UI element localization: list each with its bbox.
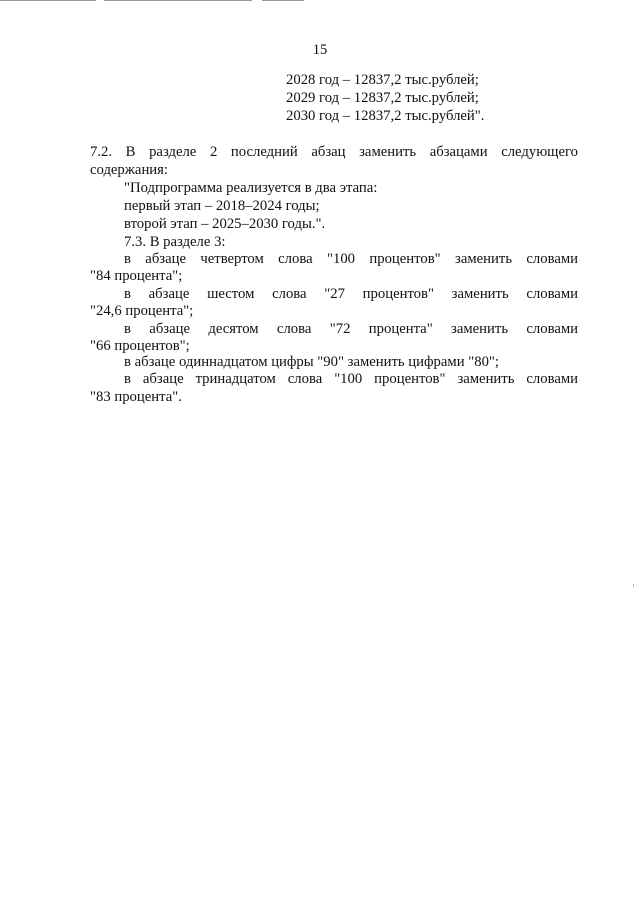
amendment-item: в абзаце одиннадцатом цифры "90" заменить цифрами "80"; (124, 354, 499, 370)
amount-2029: 2029 год – 12837,2 тыс.рублей; (286, 90, 479, 106)
stage-first: первый этап – 2018–2024 годы; (124, 198, 320, 214)
amendment-item-cont: "84 процента"; (90, 268, 183, 284)
quote-program-stages: "Подпрограмма реализуется в два этапа: (124, 180, 378, 196)
stage-second: второй этап – 2025–2030 годы.". (124, 216, 326, 232)
scan-artifact-line (0, 0, 96, 1)
scan-edge-mark (633, 584, 634, 587)
section-7-2-line: 7.2. В разделе 2 последний абзац заменить абзацами следующего (90, 144, 578, 160)
amendment-item: в абзаце четвертом слова "100 процентов" заменить словами (124, 251, 578, 267)
amendment-item: в абзаце тринадцатом слова "100 процентов" заменить словами (124, 371, 578, 387)
scan-artifact-line (262, 0, 304, 1)
amount-2030: 2030 год – 12837,2 тыс.рублей". (286, 108, 485, 124)
amount-2028: 2028 год – 12837,2 тыс.рублей; (286, 72, 479, 88)
amendment-item-cont: "66 процентов"; (90, 338, 190, 354)
page-number: 15 (312, 42, 328, 58)
amendment-item: в абзаце десятом слова "72 процента" заменить словами (124, 321, 578, 337)
scan-artifact-line (104, 0, 252, 1)
section-7-2-line: содержания: (90, 162, 168, 178)
amendment-item: в абзаце шестом слова "27 процентов" заменить словами (124, 286, 578, 302)
amendment-item-cont: "83 процента". (90, 389, 182, 405)
section-7-3-heading: 7.3. В разделе 3: (124, 234, 226, 250)
amendment-item-cont: "24,6 процента"; (90, 303, 194, 319)
